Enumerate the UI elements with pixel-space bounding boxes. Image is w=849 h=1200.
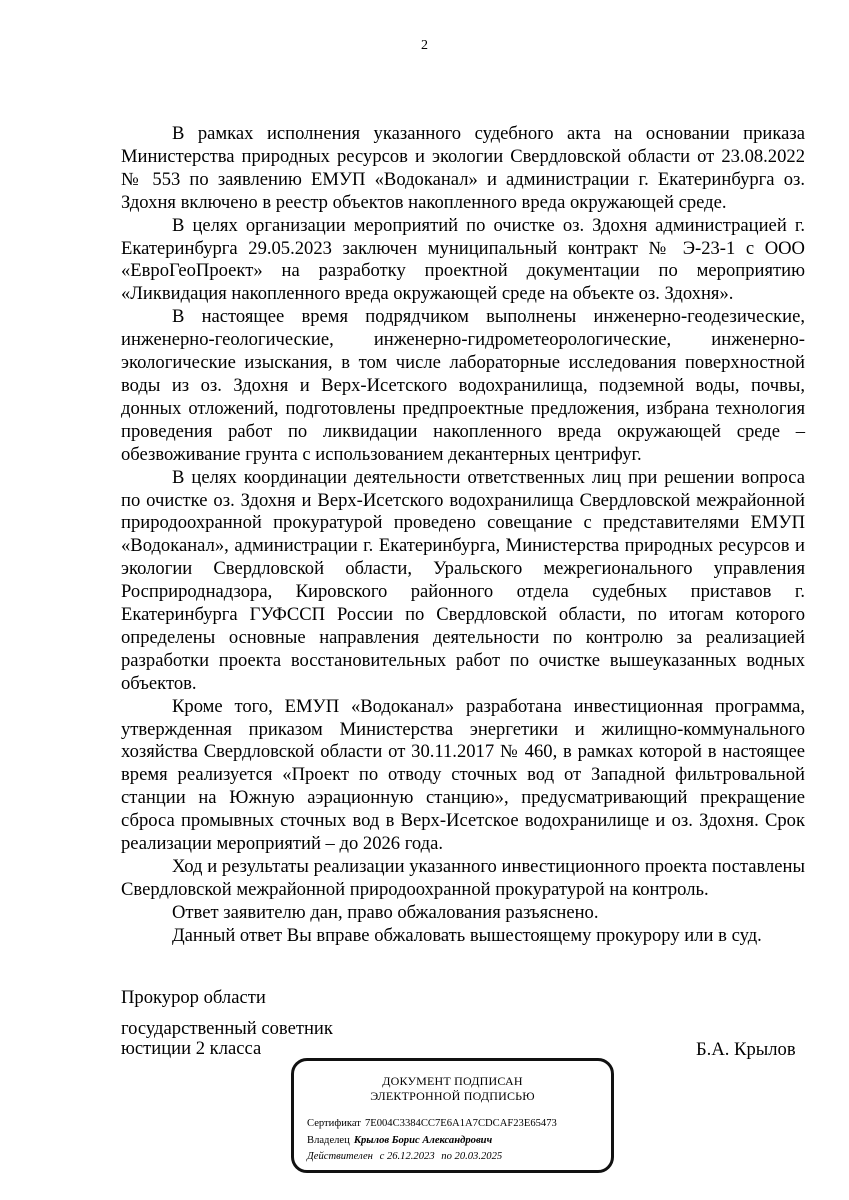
stamp-valid-label: Действителен <box>307 1151 373 1162</box>
paragraph: Кроме того, ЕМУП «Водоканал» разработана инвестиционная программа, утвержденная приказом Министерства энергетики и жилищно-коммунального хозяйства Свердловской области от 30.11.2017 № 460, в рамках которой в настоящее время реализуется «Проект по отводу сточных вод от Западной фильтровальной станции на Южную аэрационную станцию», предусматривающий прекращение сброса промывных сточных вод в Верх-Исетское водохранилище и оз. Здохня. Срок реализации мероприятий – до 2026 года. <box>121 695 805 855</box>
letter-body <box>121 123 805 948</box>
stamp-valid-to: 20.03.2025 <box>454 1151 503 1162</box>
signatory-rank-line: государственный советник <box>121 1018 333 1039</box>
paragraph: Данный ответ Вы вправе обжаловать вышестоящему прокурору или в суд. <box>172 924 762 946</box>
signatory-title: Прокурор области <box>121 987 266 1008</box>
stamp-owner-row <box>307 1135 492 1146</box>
stamp-validity-row <box>307 1151 502 1162</box>
paragraph: В целях организации мероприятий по очистке оз. Здохня администрацией г. Екатеринбурга 29.05.2023 заключен муниципальный контракт № Э-23-1 с ООО «ЕвроГеоПроект» на разработку проектной документации по мероприятию «Ликвидация накопленного вреда окружающей среде на объекте оз. Здохня». <box>121 214 805 305</box>
paragraph: В рамках исполнения указанного судебного акта на основании приказа Министерства природных ресурсов и экологии Свердловской области от 23.08.2022 № 553 по заявлению ЕМУП «Водоканал» и администрации г. Екатеринбурга оз. Здохня включено в реестр объектов накопленного вреда окружающей среде. <box>121 123 805 213</box>
stamp-owner-value: Крылов Борис Александрович <box>353 1135 493 1146</box>
stamp-certificate-label: Сертификат <box>307 1118 361 1129</box>
paragraph: Ответ заявителю дан, право обжалования разъяснено. <box>172 901 599 923</box>
stamp-heading-line: ДОКУМЕНТ ПОДПИСАН <box>382 1074 523 1088</box>
signatory-rank-line: юстиции 2 класса <box>121 1038 262 1059</box>
stamp-certificate-row <box>307 1118 557 1129</box>
stamp-valid-from-label: с <box>379 1151 385 1162</box>
stamp-owner-label: Владелец <box>307 1135 350 1146</box>
signatory-name: Б.А. Крылов <box>696 1039 796 1060</box>
stamp-valid-to-label: по <box>441 1151 452 1162</box>
stamp-valid-from: 26.12.2023 <box>386 1151 435 1162</box>
paragraph: Ход и результаты реализации указанного инвестиционного проекта поставлены Свердловской межрайонной природоохранной прокуратурой на контроль. <box>121 856 805 900</box>
stamp-heading <box>294 1074 611 1104</box>
page-number: 2 <box>421 38 428 53</box>
stamp-heading-line: ЭЛЕКТРОННОЙ ПОДПИСЬЮ <box>370 1089 535 1103</box>
paragraph: В целях координации деятельности ответственных лиц при решении вопроса по очистке оз. Здохня и Верх-Исетского водохранилища Свердловской межрайонной природоохранной прокуратурой проведено совещание с представителями ЕМУП «Водоканал», администрации г. Екатеринбурга, Министерства природных ресурсов и экологии Свердловской области, Уральского межрегионального управления Росприроднадзора, Кировского районного отдела судебных приставов г. Екатеринбурга ГУФССП России по Свердловской области, по итогам которого определены основные направления деятельности по контролю за реализацией разработки проекта восстановительных работ по очистке вышеуказанных водных объектов. <box>121 466 805 694</box>
electronic-signature-stamp <box>291 1058 614 1173</box>
paragraph: В настоящее время подрядчиком выполнены инженерно-геодезические, инженерно-геологические, инженерно-гидрометеорологические, инженерно-экологические изыскания, в том числе лабораторные исследования поверхностной воды из оз. Здохня и Верх-Исетского водохранилища, подземной воды, почвы, донных отложений, подготовлены предпроектные предложения, избрана технология проведения работ по ликвидации накопленного вреда окружающей среде – обезвоживание грунта с использованием декантерных центрифуг. <box>121 306 805 465</box>
stamp-certificate-value: 7E004C3384CC7E6A1A7CDCAF23E65473 <box>364 1118 557 1129</box>
signatory-rank <box>121 1019 333 1059</box>
